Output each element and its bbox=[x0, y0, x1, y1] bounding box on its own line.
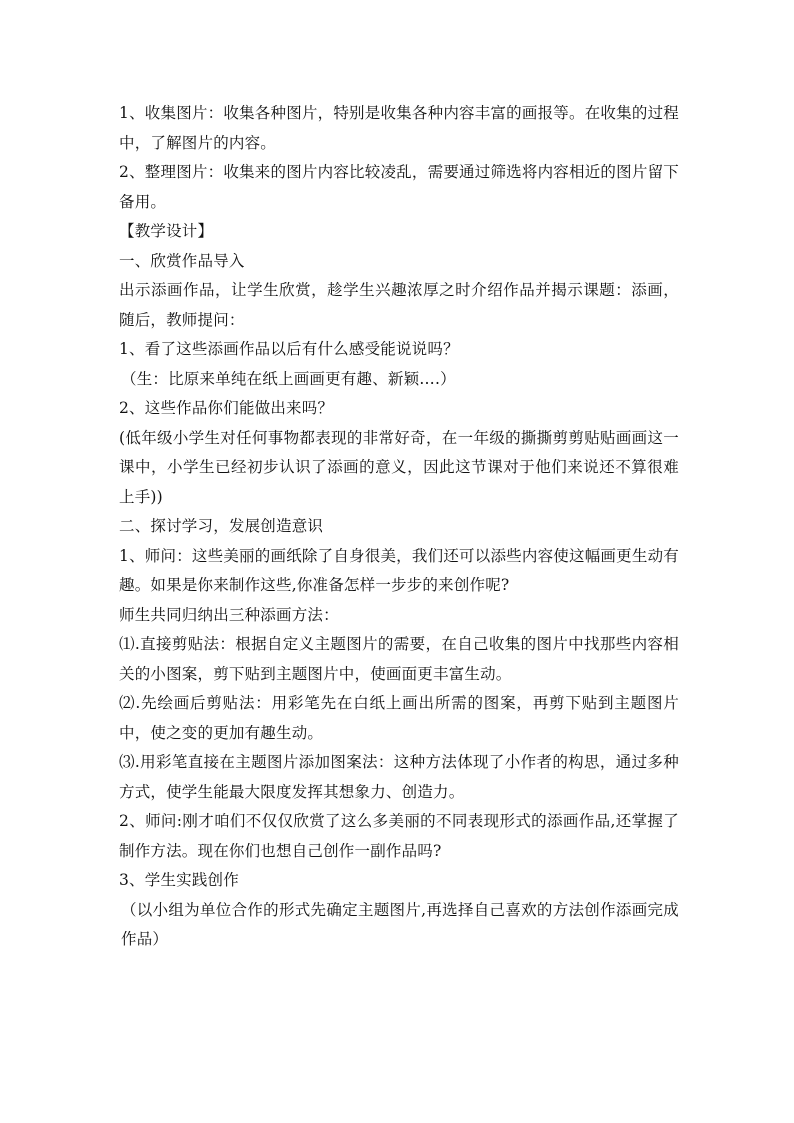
question-can-make: 2、这些作品你们能做出来吗？ bbox=[119, 399, 334, 417]
heading-section-two: 二、探讨学习，发展创造意识 bbox=[119, 517, 324, 535]
method-pen-direct: ⑶.用彩笔直接在主题图片添加图案法：这种方法体现了小作者的构思，通过多种方式，使学生能最大限度发挥其想象力、创造力。 bbox=[119, 753, 679, 801]
paragraph-three-methods-intro: 师生共同归纳出三种添画方法： bbox=[119, 605, 339, 624]
student-answer: （生：比原来单纯在纸上画画更有趣、新颖….） bbox=[121, 369, 456, 388]
paragraph-organize-pictures: 2、整理图片：收集来的图片内容比较凌乱，需要通过筛选将内容相近的图片留下备用。 bbox=[119, 163, 679, 211]
paragraph-teacher-question-2: 2、师问:刚才咱们不仅仅欣赏了这么多美丽的不同表现形式的添画作品,还掌握了制作方法。现在你们也想自己创作一副作品吗? bbox=[119, 812, 679, 860]
document-body bbox=[119, 99, 679, 955]
paragraph-teacher-question-1: 1、师问：这些美丽的画纸除了自身很美，我们还可以添些内容使这幅画更生动有趣。如果是你来制作这些,你准备怎样一步步的来创作呢? bbox=[119, 546, 679, 594]
heading-section-one: 一、欣赏作品导入 bbox=[119, 251, 245, 270]
paragraph-show-works: 出示添画作品，让学生欣赏，趁学生兴趣浓厚之时介绍作品并揭示课题：添画，随后，教师提问： bbox=[119, 281, 679, 329]
paragraph-note-curiosity: (低年级小学生对任何事物都表现的非常好奇，在一年级的撕撕剪剪贴贴画画这一课中，小学生已经初步认识了添画的意义，因此这节课对于他们来说还不算很难上手)) bbox=[119, 428, 679, 506]
paragraph-group-work: （以小组为单位合作的形式先确定主题图片,再选择自己喜欢的方法创作添画完成作品） bbox=[121, 900, 679, 948]
question-feelings: 1、看了这些添画作品以后有什么感受能说说吗？ bbox=[119, 340, 459, 358]
paragraph-collect-pictures: 1、收集图片：收集各种图片，特别是收集各种内容丰富的画报等。在收集的过程中，了解图片的内容。 bbox=[119, 104, 679, 152]
heading-teaching-design: 【教学设计】 bbox=[119, 222, 214, 240]
method-draw-then-paste: ⑵.先绘画后剪贴法：用彩笔先在白纸上画出所需的图案，再剪下贴到主题图片中，使之变的更加有趣生动。 bbox=[119, 694, 679, 742]
heading-student-practice: 3、学生实践创作 bbox=[119, 871, 239, 889]
method-direct-cut-paste: ⑴.直接剪贴法：根据自定义主题图片的需要，在自己收集的图片中找那些内容相关的小图案，剪下贴到主题图片中，使画面更丰富生动。 bbox=[119, 635, 679, 683]
